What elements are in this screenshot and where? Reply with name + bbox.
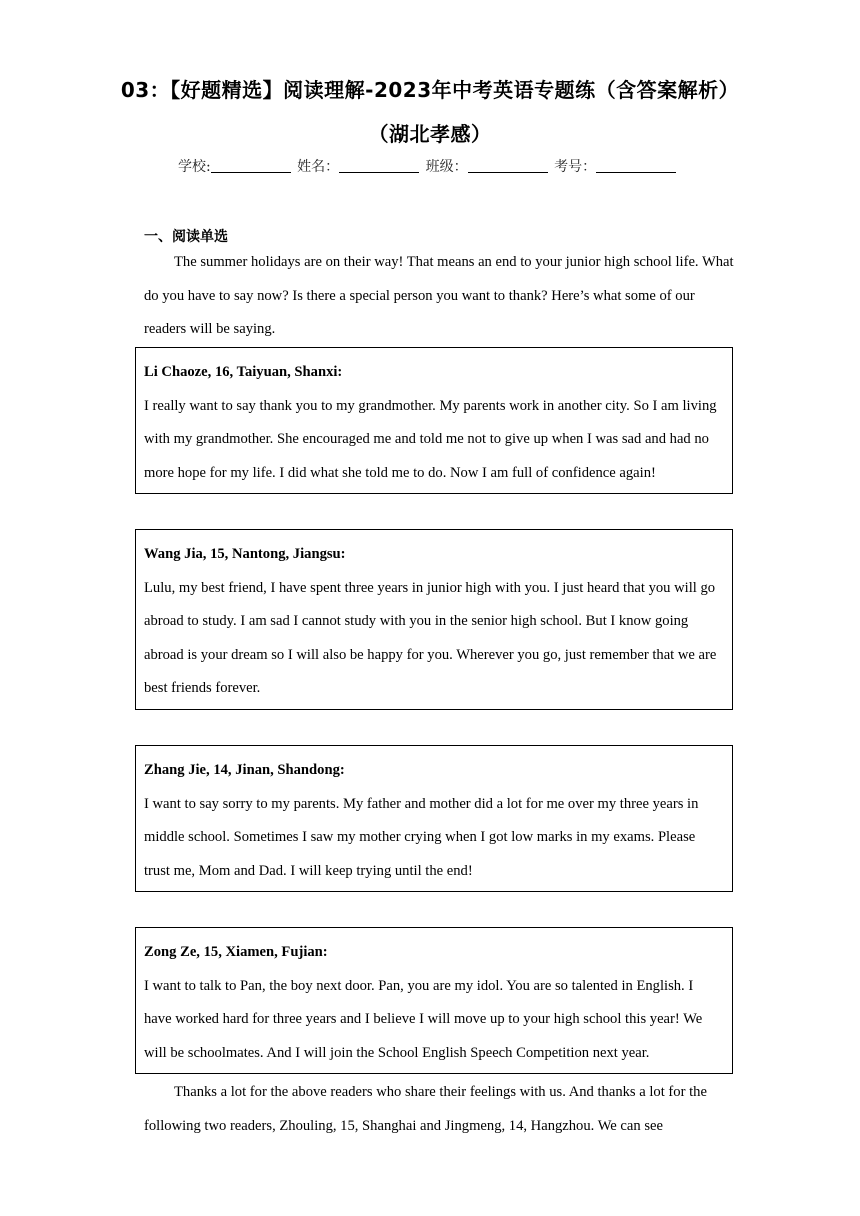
- letter-author: Zhang Jie, 14, Jinan, Shandong:: [144, 762, 345, 778]
- name-blank[interactable]: [339, 158, 419, 173]
- page-title: 03：【好题精选】阅读理解-2023年中考英语专题练（含答案解析）（湖北孝感）: [120, 78, 740, 146]
- closing-paragraph: Thanks a lot for the above readers who share their feelings with us. And thanks a lot for the following two readers, Zhouling, 15, Shanghai and Jingmeng, 14, Hangzhou. We can see: [144, 1084, 707, 1134]
- exam-number-label: 考号：: [554, 159, 597, 175]
- letter-text: I want to talk to Pan, the boy next door. Pan, you are my idol. You are so talented in English. I have worked hard for three years and I believe I will move up to your high school this year! We will be schoolmates. And I will join the School English Speech Competition next year.: [144, 977, 703, 1061]
- letter-text: I want to say sorry to my parents. My father and mother did a lot for me over my three years in middle school. Sometimes I saw my mother crying when I got low marks in my exams. Please trust me, Mom and Dad. I will keep trying until the end!: [144, 795, 699, 879]
- school-blank[interactable]: [211, 158, 291, 173]
- letter-box-zhang-jie: [135, 745, 733, 892]
- school-label: 学校:: [178, 159, 211, 175]
- letter-author: Li Chaoze, 16, Taiyuan, Shanxi:: [144, 364, 343, 380]
- name-label: 姓名：: [297, 159, 340, 175]
- letter-text: I really want to say thank you to my grandmother. My parents work in another city. So I am living with my grandmother. She encouraged me and told me not to give up when I was sad and had no more hope for my life. I did what she told me to do. Now I am full of confidence again!: [144, 397, 717, 481]
- letter-box-wang-jia: [135, 529, 733, 710]
- letter-text: Lulu, my best friend, I have spent three years in junior high with you. I just heard that you will go abroad to study. I am sad I cannot study with you in the senior high school. But I know going abroad is your dream so I will also be happy for you. Wherever you go, just remember that we are best friends forever.: [144, 579, 717, 697]
- letter-author: Zong Ze, 15, Xiamen, Fujian:: [144, 944, 328, 960]
- class-blank[interactable]: [468, 158, 548, 173]
- class-label: 班级：: [425, 159, 468, 175]
- section-heading: 一、阅读单选: [144, 229, 228, 245]
- intro-paragraph: The summer holidays are on their way! That means an end to your junior high school life. What do you have to say now? Is there a special person you want to thank? Here’s what some of our readers will be saying.: [144, 254, 734, 338]
- exam-number-blank[interactable]: [596, 158, 676, 173]
- letter-author: Wang Jia, 15, Nantong, Jiangsu:: [144, 546, 346, 562]
- letter-box-zong-ze: [135, 927, 733, 1074]
- student-info-line: [178, 156, 678, 176]
- letter-box-li-chaoze: [135, 347, 733, 494]
